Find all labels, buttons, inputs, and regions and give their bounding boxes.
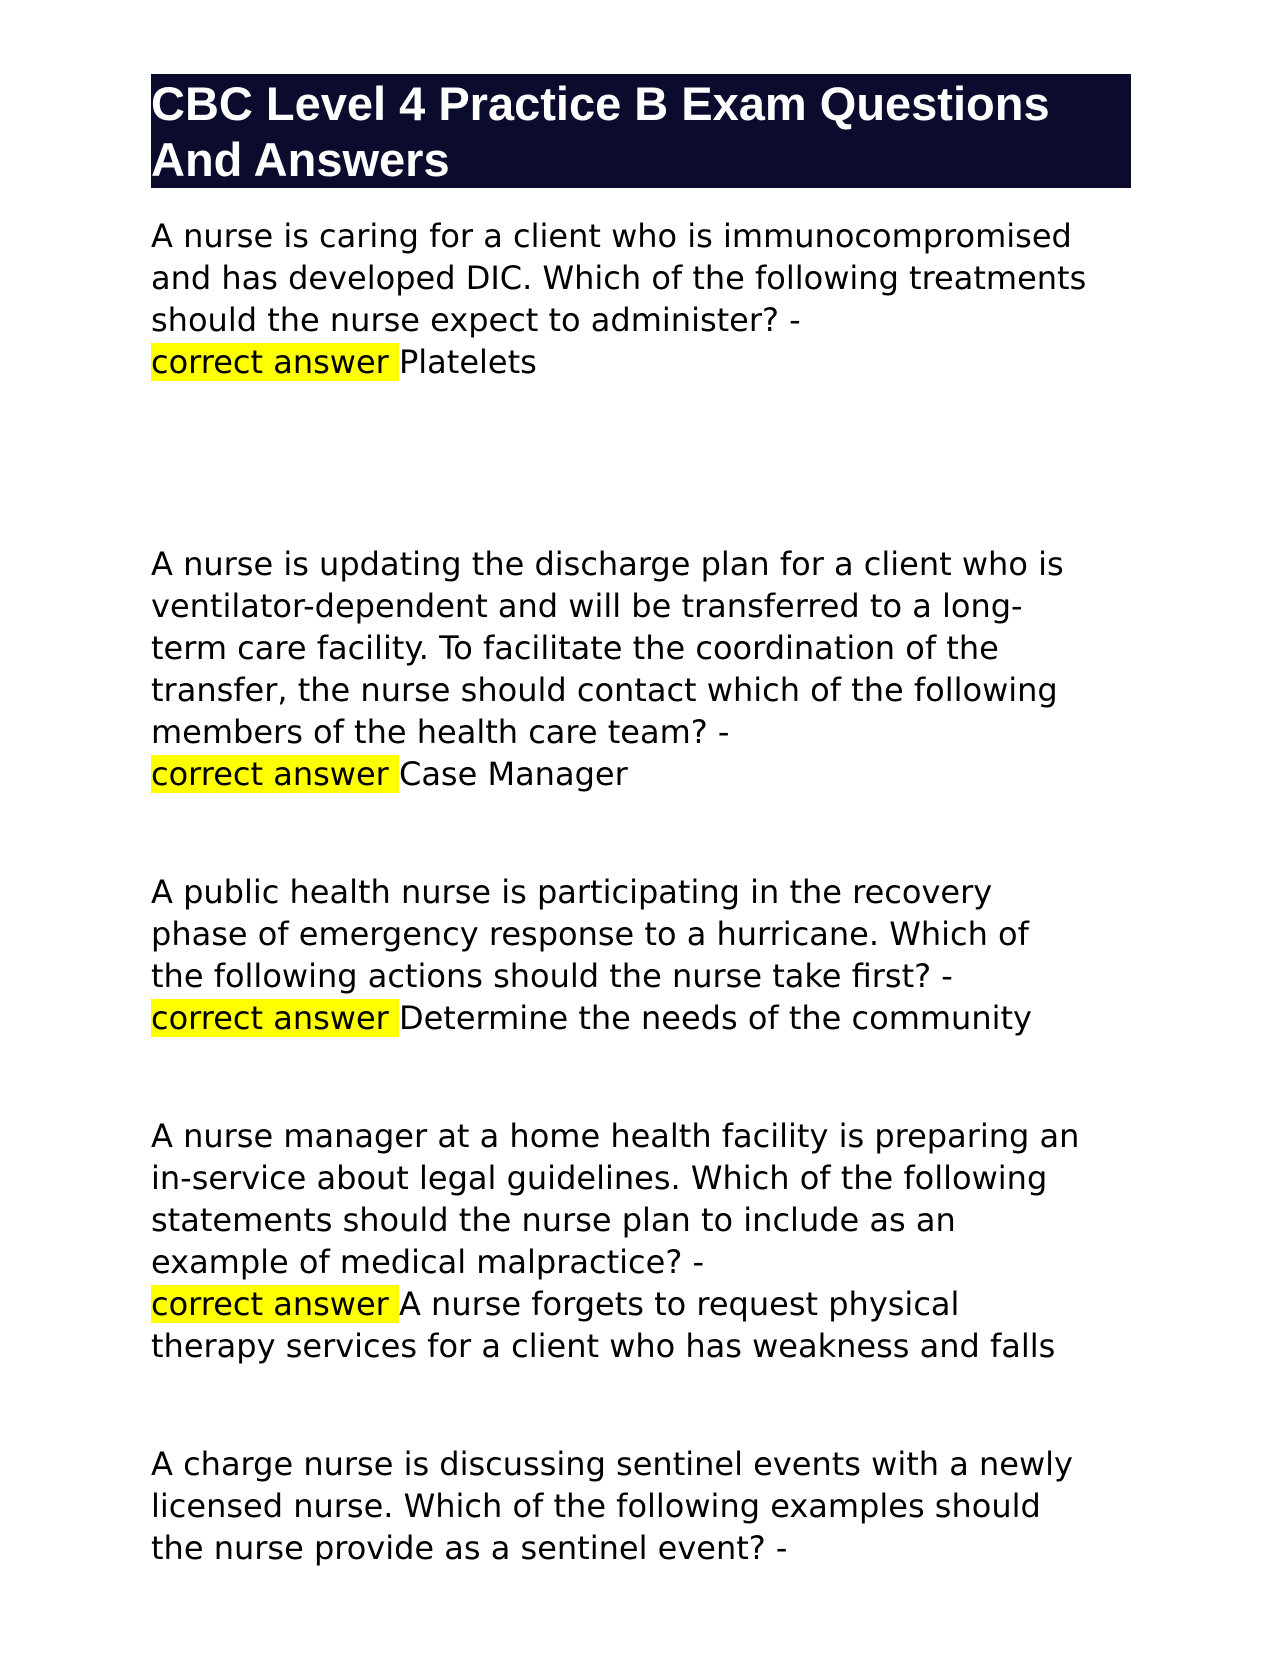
question-line: the following actions should the nurse take first? -: [151, 957, 953, 995]
question-line: phase of emergency response to a hurricane. Which of: [151, 915, 1029, 953]
qa-item-5: [151, 1443, 1073, 1569]
question-line: licensed nurse. Which of the following examples should: [151, 1487, 1041, 1525]
question-line: ventilator-dependent and will be transferred to a long-: [151, 587, 1023, 625]
question-line: A public health nurse is participating in the recovery: [151, 873, 993, 911]
document-page: [151, 74, 1131, 1567]
qa-item-1: [151, 215, 1086, 383]
question-line: members of the health care team? -: [151, 713, 730, 751]
answer-text: Platelets: [398, 343, 537, 381]
answer-text: Determine the needs of the community: [398, 999, 1032, 1037]
correct-answer-label: correct answer: [151, 1285, 399, 1323]
question-line: term care facility. To facilitate the coordination of the: [151, 629, 999, 667]
question-line: A nurse manager at a home health facility is preparing an: [151, 1117, 1080, 1155]
question-line: A nurse is caring for a client who is immunocompromised: [151, 217, 1072, 255]
question-line: the nurse provide as a sentinel event? -: [151, 1529, 788, 1567]
answer-line: [151, 997, 1032, 1039]
answer-text: Case Manager: [398, 755, 628, 793]
question-line: in-service about legal guidelines. Which of the following: [151, 1159, 1048, 1197]
document-title: [151, 74, 1131, 188]
answer-line: [151, 753, 1064, 795]
correct-answer-label: correct answer: [151, 343, 399, 381]
question-line: and has developed DIC. Which of the following treatments: [151, 259, 1087, 297]
answer-text: A nurse forgets to request physical: [398, 1285, 960, 1323]
title-line-1: CBC Level 4 Practice B Exam Questions: [151, 77, 1050, 130]
question-line: should the nurse expect to administer? -: [151, 301, 801, 339]
correct-answer-label: correct answer: [151, 999, 399, 1037]
question-line: A charge nurse is discussing sentinel events with a newly: [151, 1445, 1073, 1483]
title-line-2: And Answers: [151, 133, 450, 186]
question-line: statements should the nurse plan to include as an: [151, 1201, 956, 1239]
qa-item-3: [151, 871, 1032, 1039]
qa-item-4: [151, 1115, 1079, 1367]
question-line: example of medical malpractice? -: [151, 1243, 705, 1281]
answer-line: [151, 341, 1086, 383]
answer-continuation: therapy services for a client who has weakness and falls: [151, 1327, 1056, 1365]
question-line: transfer, the nurse should contact which of the following: [151, 671, 1058, 709]
correct-answer-label: correct answer: [151, 755, 399, 793]
qa-item-2: [151, 543, 1064, 795]
question-line: A nurse is updating the discharge plan for a client who is: [151, 545, 1064, 583]
answer-line: [151, 1283, 1079, 1325]
